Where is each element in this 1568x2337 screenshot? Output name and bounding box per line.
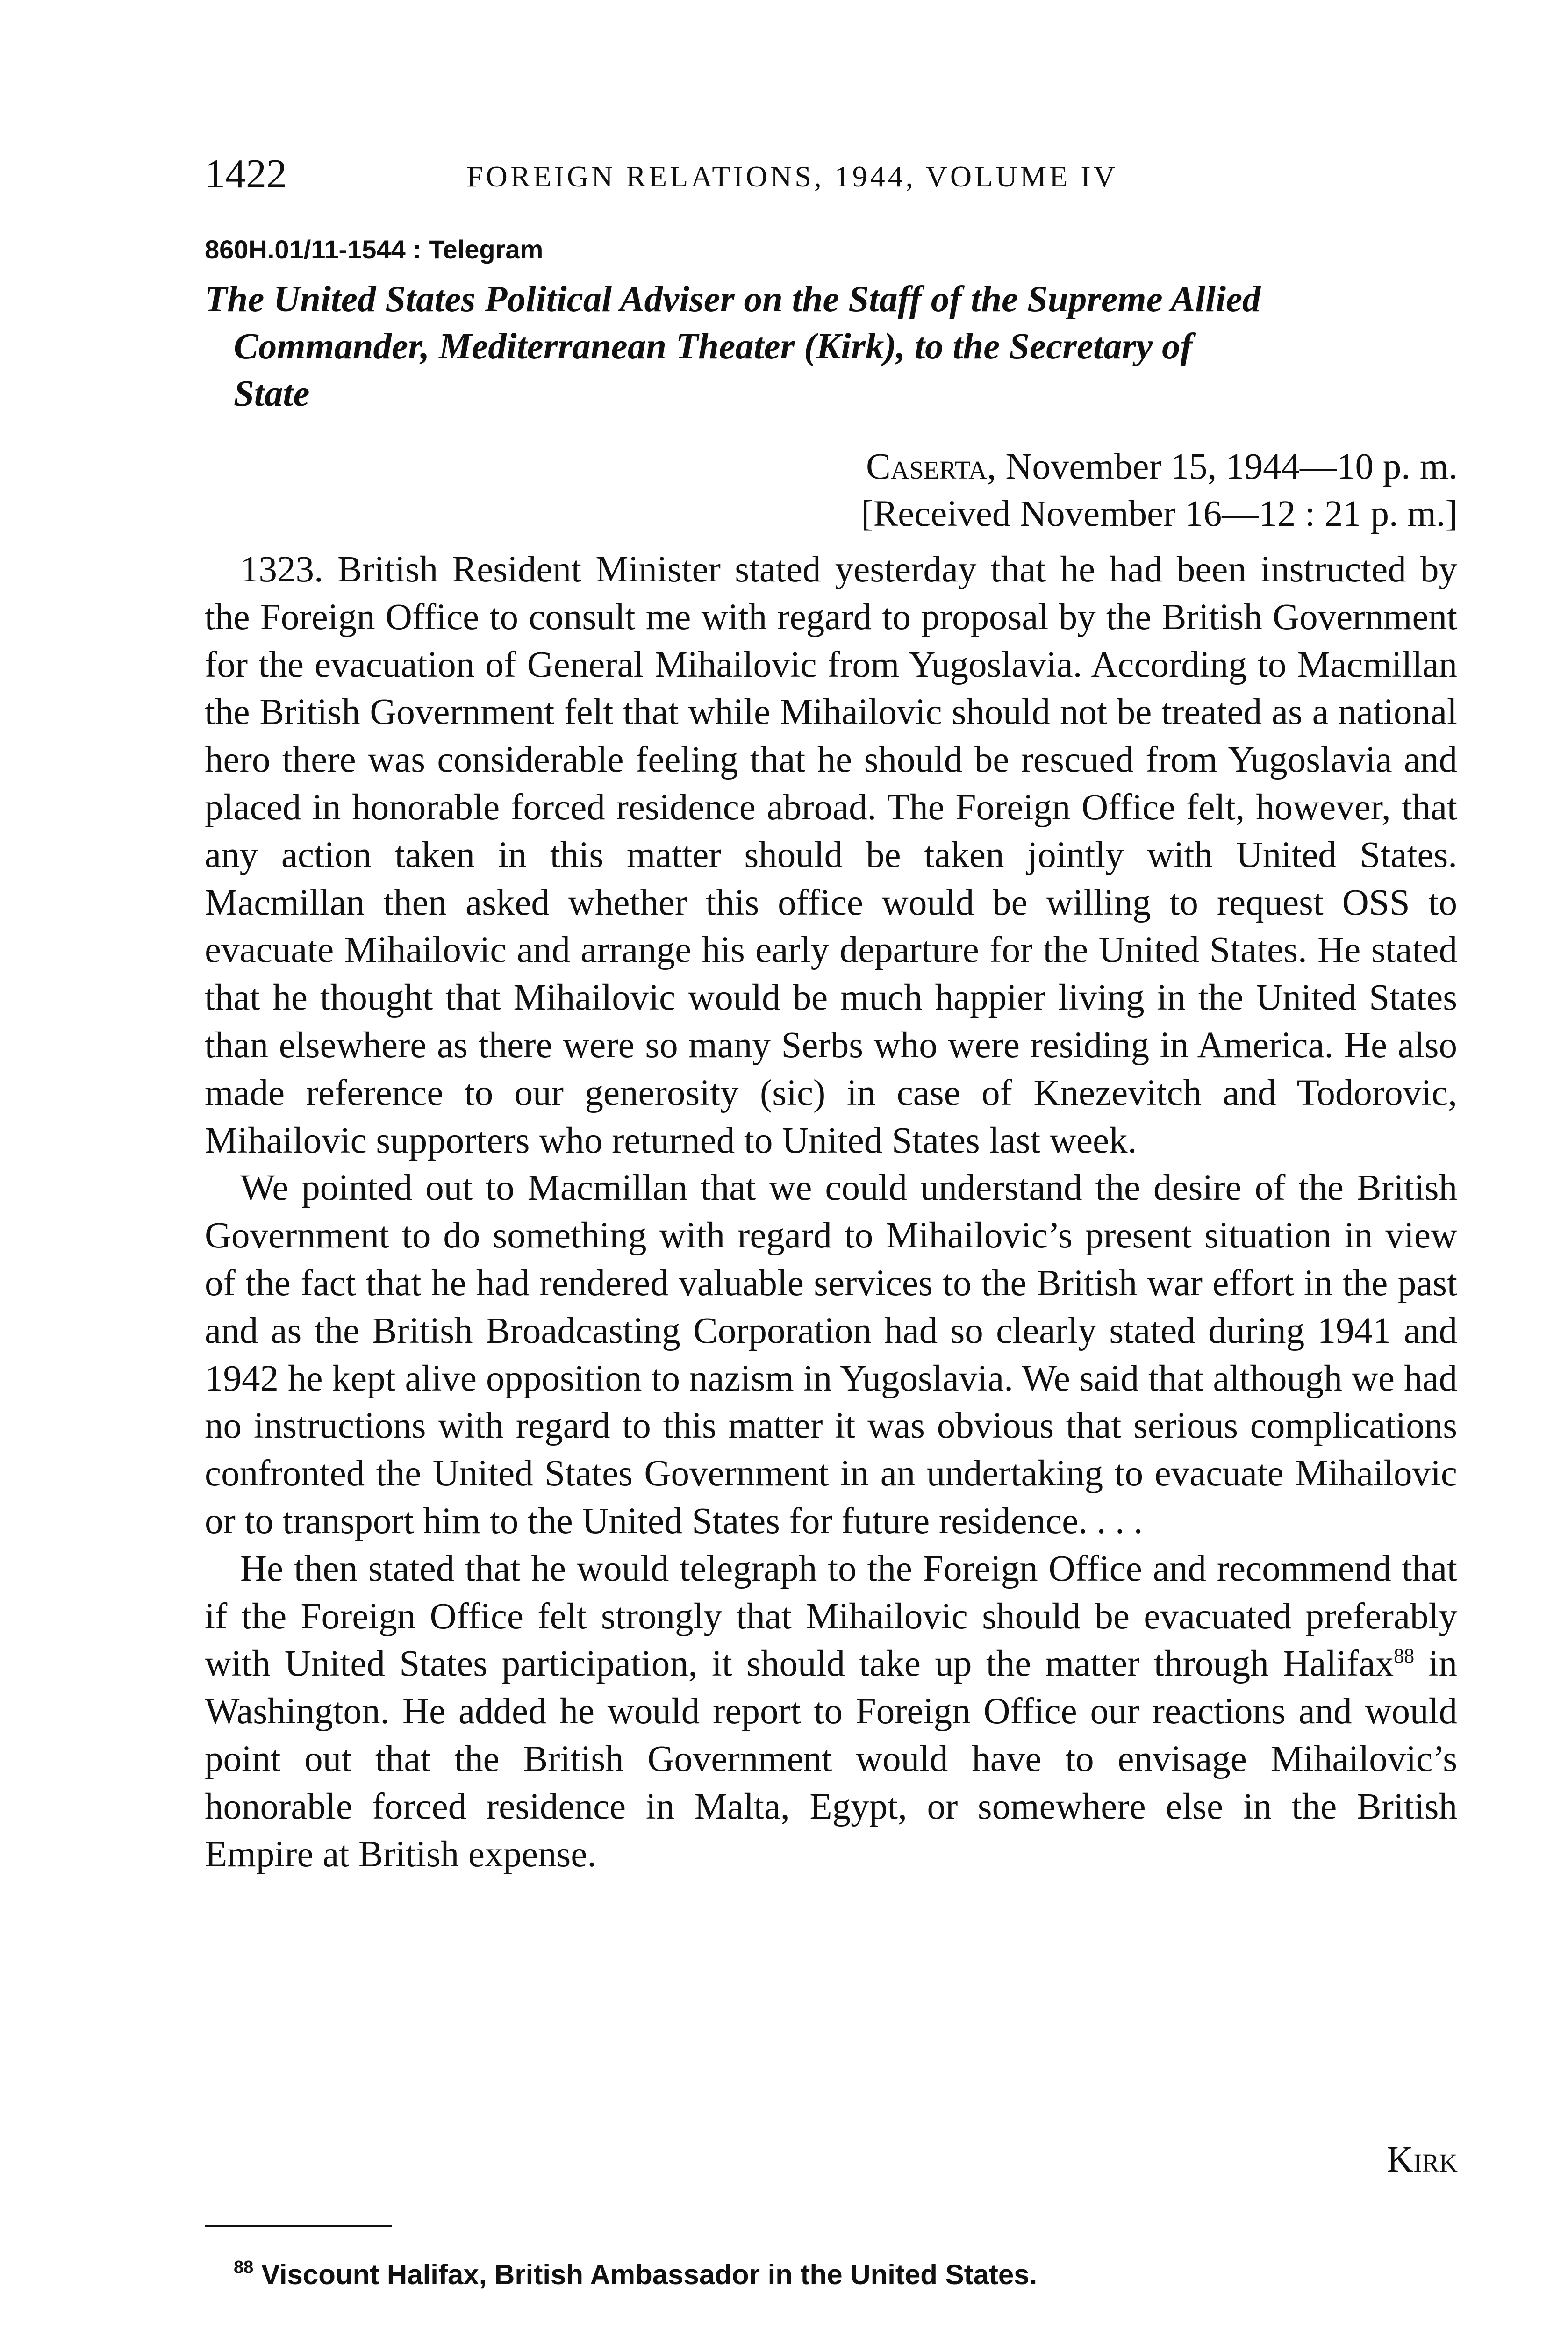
footnote-text: Viscount Halifax, British Ambassador in the United States. <box>253 2259 1038 2290</box>
footnote-number: 88 <box>234 2258 254 2277</box>
paragraph-text: in Washington. He added he would report to Foreign Office our reactions and would point out that the British Government would have to envisage Mihailovic’s honorable forced residence in Malta, Egypt, or somewhere else in the British Empire at British expense. <box>205 1643 1457 1875</box>
body-paragraph: 1323. British Resident Minister stated yesterday that he had been instructed by the Foreign Office to consult me with regard to proposal by the British Government for the evacuation of General Mihailovic from Yugoslavia. According to Macmillan the British Government felt that while Mihailovic should not be treated as a national hero there was considerable feeling that he should be rescued from Yugoslavia and placed in honorable forced residence abroad. The Foreign Office felt, however, that any action taken in this matter should be taken jointly with United States. Macmillan then asked whether this office would be willing to request OSS to evacuate Mihailovic and arrange his early departure for the United States. He stated that he thought that Mihailovic would be much happier living in the United States than elsewhere as there were so many Serbs who were residing in America. He also made reference to our generosity (sic) in case of Knezevitch and Todorovic, Mihailovic supporters who returned to United States last week. <box>205 549 1457 1161</box>
title-line: State <box>234 373 310 414</box>
document-file-id: 860H.01/11-1544 : Telegram <box>205 235 544 264</box>
title-line: Commander, Mediterranean Theater (Kirk), to the Secretary of <box>234 326 1193 367</box>
dateline-sent <box>861 443 1458 490</box>
dateline-sent-time: , November 15, 1944—10 p. m. <box>987 446 1458 487</box>
telegram-body <box>205 546 1457 1878</box>
page-number: 1422 <box>205 151 287 197</box>
document-title <box>205 276 1457 417</box>
title-line: The United States Political Adviser on the Staff of the Supreme Allied <box>205 279 1261 320</box>
dateline-place: Caserta <box>866 446 987 487</box>
paragraph-text: He then stated that he would telegraph to the Foreign Office and recommend that if the Foreign Office felt strongly that Mihailovic should be evacuated preferably with United States participation, it should take up the matter through Halifax <box>205 1548 1457 1685</box>
running-head: FOREIGN RELATIONS, 1944, VOLUME IV <box>466 160 1118 193</box>
body-paragraph: We pointed out to Macmillan that we could understand the desire of the British Government to do something with regard to Mihailovic’s present situation in view of the fact that he had rendered valuable services to the British war effort in the past and as the British Broadcasting Corporation had so clearly stated during 1941 and 1942 he kept alive opposition to nazism in Yugoslavia. We said that although we had no instructions with regard to this matter it was obvious that serious complications confronted the United States Government in an undertaking to evacuate Mihailovic or to transport him to the United States for future residence. . . . <box>205 1168 1457 1541</box>
footnote-divider <box>205 2225 392 2227</box>
signature: Kirk <box>1387 2139 1458 2180</box>
page-header <box>205 149 1457 200</box>
footnote <box>234 2254 1037 2296</box>
dateline <box>861 443 1458 538</box>
footnote-reference[interactable]: 88 <box>1394 1644 1415 1668</box>
dateline-received: [Received November 16—12 : 21 p. m.] <box>861 494 1458 534</box>
body-paragraph <box>205 1545 1457 1878</box>
